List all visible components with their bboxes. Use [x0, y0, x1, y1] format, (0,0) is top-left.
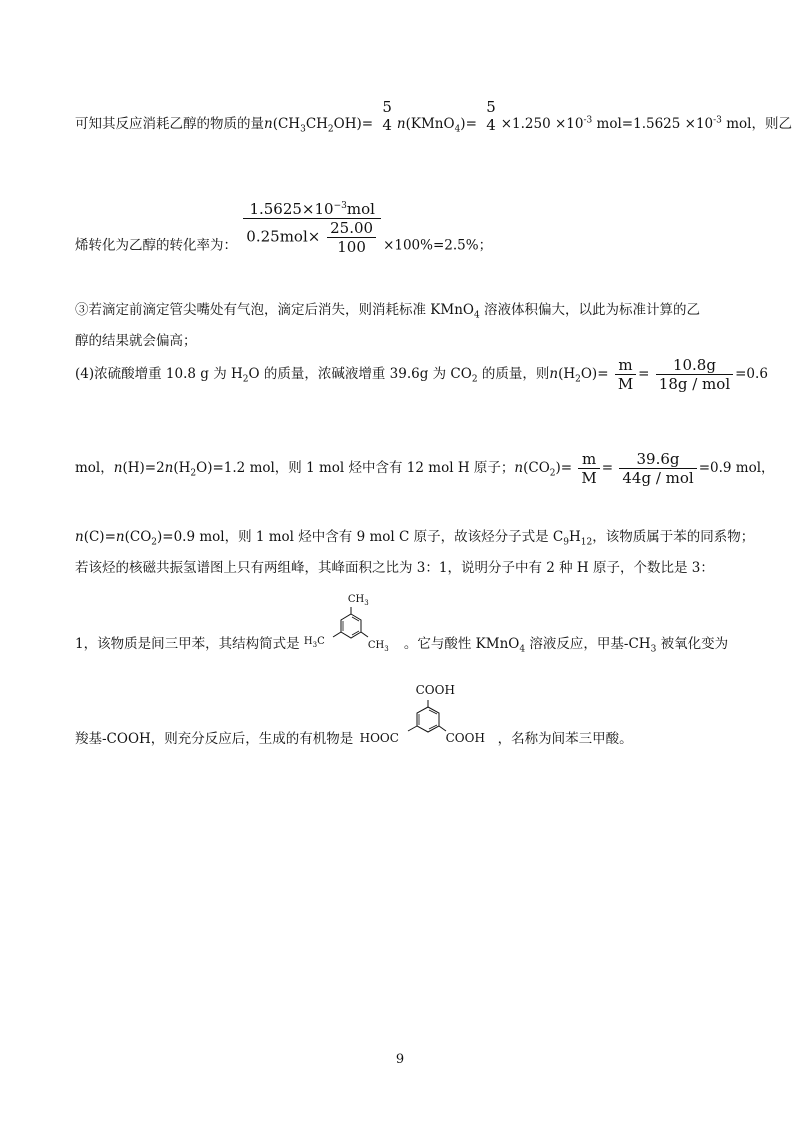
mesitylene-structure — [303, 594, 404, 653]
text: CH — [347, 594, 365, 605]
text: 羧基-COOH，则充分反应后，生成的有机物是 — [75, 731, 354, 747]
text: 。它与酸性 KMnO — [403, 636, 520, 652]
text: =0.9 mol， — [698, 460, 775, 476]
frac-den: 18g / mol — [656, 374, 733, 393]
frac-den: 4 — [382, 116, 392, 134]
text: 烯转化为乙醇的转化率为： — [75, 237, 237, 254]
ch3-left: $H_3C$ — [303, 636, 325, 649]
text: H — [303, 636, 313, 647]
text: OH)= — [333, 116, 374, 132]
ch3-right: $CH_3$ — [367, 640, 389, 653]
text: (CH — [272, 116, 301, 132]
text: (CO — [523, 460, 550, 476]
text: CH — [305, 116, 328, 132]
frac-num: 25.00 — [330, 219, 374, 237]
text: ，名称为间苯三甲酸。 — [497, 731, 633, 747]
text: mol， — [75, 460, 114, 476]
var-n: n — [113, 460, 123, 476]
text: O)= — [580, 366, 609, 382]
trimesic-acid-ring — [358, 695, 498, 755]
subscript: 9 — [563, 537, 569, 548]
var-n: n — [396, 116, 406, 132]
frac-num: m — [581, 450, 597, 468]
line-5: mol，$n(H)=2n(H_2O)=1.2$ mol，则 1 mol 烃中含有 12 mol H 原子；$n(CO_2)=$ $\frac{m}{M}$ = $\frac{39.6g}{\text{44g / mol}}$ =0.9 mol， — [75, 450, 775, 487]
text: (H — [173, 460, 191, 476]
page-number: 9 — [395, 1052, 405, 1067]
text: H — [568, 529, 581, 545]
frac-den — [243, 218, 381, 256]
exponent: −3 — [333, 201, 347, 211]
text: (4)浓硫酸增重 10.8 g 为 H — [75, 366, 243, 382]
equals: = — [601, 460, 614, 476]
frac-den: 44g / mol — [619, 468, 696, 487]
var-n: n — [264, 116, 273, 132]
fraction-m-over-M — [578, 450, 599, 487]
subscript: 12 — [580, 537, 593, 548]
inner-fraction — [327, 219, 376, 256]
var-n: n — [75, 529, 84, 545]
text: (C)= — [83, 529, 116, 545]
fraction-conversion-rate — [243, 200, 381, 256]
text: 可知其反应消耗乙醇的物质的量 — [75, 116, 264, 132]
text: ×100%=2.5%； — [383, 237, 493, 254]
text: 被氧化变为 — [656, 636, 729, 652]
var-n: n — [514, 460, 524, 476]
line-1: 可知其反应消耗乙醇的物质的量$n(CH_3CH_2OH)=$ 5 4 n(KMnO$_4$)= 5 4 $\times 1.250 \times 10^{-3}$ $mol=1.5625 \times 10^{-3}$ mol，则乙 — [75, 98, 792, 135]
mesitylene-ring — [304, 600, 404, 660]
frac-den: 4 — [486, 116, 496, 134]
text: (H)=2 — [122, 460, 165, 476]
frac-den: M — [615, 374, 636, 393]
line-6: $n(C)=n(CO_2)=0.9$ mol，则 1 mol 烃中含有 9 mol C 原子，故该烃分子式是 $C_9H_{12}$，该物质属于苯的同系物； — [75, 529, 755, 548]
line-8: 1，该物质是间三甲苯，其结构简式是 $CH_3$ $H_3C$ $CH_3$ 。它与酸性 KMnO$_4$ 溶液反应，甲基$-CH_3$ 被氧化变为 — [75, 632, 728, 655]
var-n: n — [164, 460, 174, 476]
text: O 的质量，浓碱液增重 39.6g 为 CO — [248, 366, 472, 382]
text: 1.5625×10 — [249, 200, 334, 218]
equals: = — [638, 366, 650, 382]
text: )= — [555, 460, 573, 476]
text: )= — [460, 116, 477, 132]
text: 的质量，则 — [477, 366, 550, 382]
exponent: -3 — [713, 115, 722, 126]
var-n: n — [115, 529, 125, 545]
line-9 — [75, 683, 633, 747]
frac-num — [243, 200, 381, 218]
frac-num: 39.6g — [636, 450, 680, 468]
text: (H — [558, 366, 576, 382]
text: ③若滴定前滴定管尖嘴处有气泡，滴定后消失，则消耗标准 KMnO — [75, 302, 474, 318]
frac-num: 5 — [486, 98, 496, 116]
para-4: (4)浓硫酸增重 10.8 g 为 $H_2O$ 的质量，浓碱液增重 39.6g 为 $CO_2$ 的质量，则$n(H_2O)=$ $\frac{m}{M}$ = $\frac{10.8g}{\text{18g / mol}}$ =0.6 — [75, 356, 768, 393]
var-n: n — [549, 366, 559, 382]
fraction-5-4 — [379, 98, 395, 134]
fraction-h2o — [656, 356, 733, 393]
text: 0.25mol× — [246, 227, 321, 246]
text: CH — [367, 640, 385, 651]
text: (CO — [124, 529, 152, 545]
text: 1，该物质是间三甲苯，其结构简式是 — [75, 636, 300, 652]
line-7 — [75, 556, 714, 576]
text: mol — [346, 200, 375, 218]
text: C — [317, 636, 325, 647]
hooc-left: HOOC — [359, 731, 399, 745]
fraction-5-4-second — [483, 98, 499, 134]
ch3-top: $CH_3$ — [347, 594, 369, 607]
text: =0.6 — [735, 366, 768, 382]
text: (KMnO — [405, 116, 455, 132]
text: 溶液反应，甲基-CH — [525, 636, 651, 652]
fraction-co2 — [619, 450, 696, 487]
frac-den: M — [578, 468, 599, 487]
para-3-line-1: ③若滴定前滴定管尖嘴处有气泡，滴定后消失，则消耗标准 KMnO$_4$ 溶液体积偏大，以此为标准计算的乙 — [75, 302, 700, 321]
frac-den: 100 — [327, 237, 376, 256]
frac-num: 5 — [382, 98, 392, 116]
fraction-m-over-M — [615, 356, 636, 393]
text: 若该烃的核磁共振氢谱图上只有两组峰，其峰面积之比为 3：1，说明分子中有 2 种 H 原子，个数比是 3： — [75, 560, 714, 576]
text: O)=1.2 mol，则 1 mol 烃中含有 12 mol H 原子； — [196, 460, 515, 476]
text: ×1.250 ×10 — [500, 116, 584, 132]
para-3-line-2 — [75, 329, 197, 349]
text: ，该物质属于苯的同系物； — [592, 529, 755, 545]
frac-num: 10.8g — [672, 356, 716, 374]
text: )=0.9 mol，则 1 mol 烃中含有 9 mol C 原子，故该烃分子式是 C — [157, 529, 564, 545]
text: 醇的结果就会偏高； — [75, 333, 197, 349]
cooh-right: COOH — [445, 731, 485, 745]
line-2 — [75, 200, 492, 256]
cooh-top: COOH — [415, 683, 455, 697]
text: mol，则乙 — [721, 116, 792, 132]
trimesic-acid-structure — [358, 683, 498, 745]
frac-num: m — [618, 356, 633, 374]
exponent: -3 — [583, 115, 593, 126]
text: mol=1.5625 ×10 — [592, 116, 714, 132]
text: 溶液体积偏大，以此为标准计算的乙 — [479, 302, 700, 318]
